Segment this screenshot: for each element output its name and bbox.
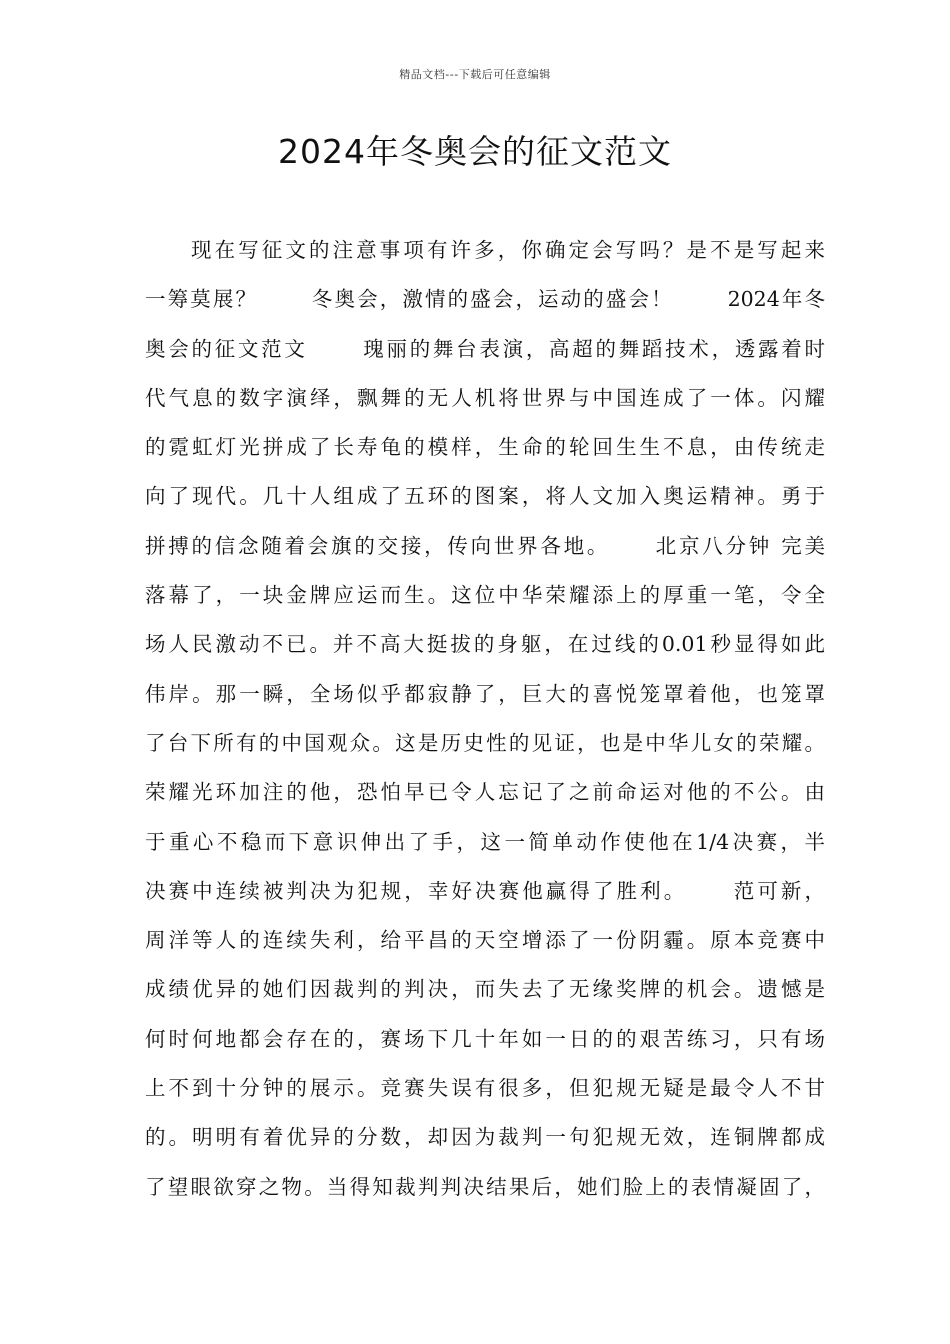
paragraph-line: 代气息的数字演绎，飘舞的无人机将世界与中国连成了一体。闪耀 bbox=[145, 385, 825, 410]
paragraph-line: 决赛中连续被判决为犯规，幸好决赛他赢得了胜利。 范可新， bbox=[145, 878, 825, 903]
paragraph-line: 的。明明有着优异的分数，却因为裁判一句犯规无效，连铜牌都成 bbox=[145, 1125, 825, 1150]
paragraph-line: 周洋等人的连续失利，给平昌的天空增添了一份阴霾。原本竞赛中 bbox=[145, 928, 825, 953]
paragraph-line: 何时何地都会存在的，赛场下几十年如一日的的艰苦练习，只有场 bbox=[145, 1026, 825, 1051]
paragraph-line: 了台下所有的中国观众。这是历史性的见证，也是中华儿女的荣耀。 bbox=[145, 730, 825, 755]
paragraph-line: 落幕了，一块金牌应运而生。这位中华荣耀添上的厚重一笔，令全 bbox=[145, 583, 825, 608]
paragraph-line: 荣耀光环加注的他，恐怕早已令人忘记了之前命运对他的不公。由 bbox=[145, 780, 825, 805]
paragraph-line: 现在写征文的注意事项有许多，你确定会写吗？是不是写起来 bbox=[191, 238, 825, 262]
paragraph-line: 成绩优异的她们因裁判的判决，而失去了无缘奖牌的机会。遗憾是 bbox=[145, 977, 825, 1002]
header-note: 精品文档---下载后可任意编辑 bbox=[399, 68, 551, 81]
paragraph-line: 拼搏的信念随着会旗的交接，传向世界各地。 北京八分钟 完美 bbox=[145, 533, 825, 558]
paragraph-line: 的霓虹灯光拼成了长寿龟的模样，生命的轮回生生不息，由传统走 bbox=[145, 435, 825, 460]
paragraph-line: 向了现代。几十人组成了五环的图案，将人文加入奥运精神。勇于 bbox=[145, 484, 825, 509]
paragraph-line: 伟岸。那一瞬，全场似乎都寂静了，巨大的喜悦笼罩着他，也笼罩 bbox=[145, 681, 825, 706]
paragraph-line: 于重心不稳而下意识伸出了手，这一简单动作使他在1/4决赛，半 bbox=[145, 829, 825, 854]
paragraph-line: 奥会的征文范文 瑰丽的舞台表演，高超的舞蹈技术，透露着时 bbox=[145, 336, 825, 361]
paragraph-line: 场人民激动不已。并不高大挺拔的身躯，在过线的0.01秒显得如此 bbox=[145, 632, 825, 657]
paragraph-line: 了望眼欲穿之物。当得知裁判判决结果后，她们脸上的表情凝固了， bbox=[145, 1174, 825, 1199]
paragraph-line: 上不到十分钟的展示。竞赛失误有很多，但犯规无疑是最令人不甘 bbox=[145, 1076, 825, 1101]
document-body bbox=[145, 226, 825, 1212]
paragraph-line: 一筹莫展？ 冬奥会，激情的盛会，运动的盛会！ 2024年冬 bbox=[145, 287, 825, 312]
document-title: 2024年冬奥会的征文范文 bbox=[278, 132, 672, 171]
